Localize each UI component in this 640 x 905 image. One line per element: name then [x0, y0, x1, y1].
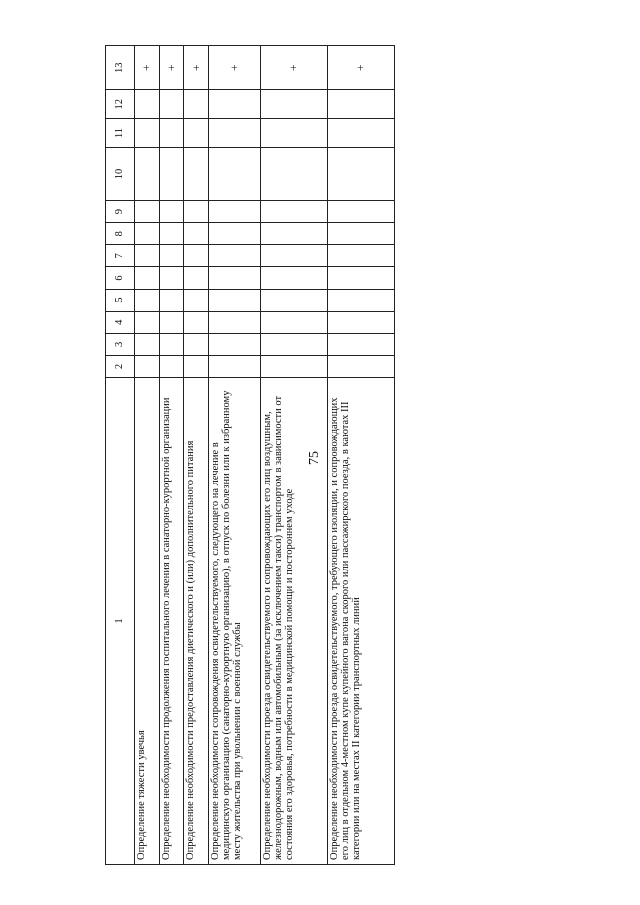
mark-cell: [159, 147, 184, 200]
header-cell: 11: [106, 119, 135, 148]
mark-cell: [209, 147, 261, 200]
mark-cell: [159, 90, 184, 119]
mark-cell: [135, 147, 160, 200]
header-cell: 5: [106, 289, 135, 311]
mark-cell: [135, 223, 160, 245]
header-cell: 1: [106, 378, 135, 865]
mark-cell: [327, 201, 394, 223]
page-number: 75: [307, 451, 322, 465]
mark-cell: [159, 223, 184, 245]
mark-cell: [184, 90, 209, 119]
mark-cell: [159, 311, 184, 333]
header-cell: 8: [106, 223, 135, 245]
mark-cell: [184, 311, 209, 333]
mark-cell: [209, 311, 261, 333]
table-row: [327, 46, 394, 865]
mark-cell: [327, 289, 394, 311]
header-cell: 6: [106, 267, 135, 289]
mark-cell: [159, 289, 184, 311]
mark-cell: [327, 223, 394, 245]
mark-cell: [327, 245, 394, 267]
mark-cell: [327, 90, 394, 119]
mark-cell: +: [327, 46, 394, 90]
mark-cell: [184, 119, 209, 148]
table-row: [135, 46, 160, 865]
header-cell: 10: [106, 147, 135, 200]
table-row: [184, 46, 209, 865]
mark-cell: [260, 289, 327, 311]
requirements-table: [105, 45, 395, 865]
header-cell: 2: [106, 355, 135, 377]
mark-cell: [209, 267, 261, 289]
mark-cell: [159, 267, 184, 289]
mark-cell: [184, 289, 209, 311]
mark-cell: [135, 289, 160, 311]
mark-cell: [260, 90, 327, 119]
mark-cell: [184, 147, 209, 200]
header-cell: 12: [106, 90, 135, 119]
mark-cell: [159, 119, 184, 148]
mark-cell: [184, 333, 209, 355]
row-description: Определение необходимости продолжения госпитального лечения в санаторно-курортной организации: [159, 378, 184, 865]
table-header-row: [106, 46, 135, 865]
mark-cell: [135, 355, 160, 377]
mark-cell: [260, 119, 327, 148]
mark-cell: [209, 90, 261, 119]
header-cell: 7: [106, 245, 135, 267]
mark-cell: [260, 333, 327, 355]
mark-cell: +: [260, 46, 327, 90]
mark-cell: +: [184, 46, 209, 90]
mark-cell: [260, 267, 327, 289]
mark-cell: [260, 147, 327, 200]
mark-cell: [135, 333, 160, 355]
row-description: Определение тяжести увечья: [135, 378, 160, 865]
mark-cell: [184, 267, 209, 289]
requirements-table-container: [105, 45, 395, 865]
header-cell: 3: [106, 333, 135, 355]
mark-cell: [209, 201, 261, 223]
table-row: [260, 46, 327, 865]
mark-cell: [184, 245, 209, 267]
mark-cell: +: [135, 46, 160, 90]
mark-cell: [135, 201, 160, 223]
row-description: Определение необходимости сопровождения освидетельствуемого, следующего на лечение в медицинскую организацию (санаторно-курортную организацию), в отпуск по болезни или к избранному месту жительства при увольнении с военной службы: [209, 378, 261, 865]
mark-cell: [327, 333, 394, 355]
mark-cell: [135, 119, 160, 148]
mark-cell: [135, 245, 160, 267]
mark-cell: [327, 355, 394, 377]
row-description: Определение необходимости проезда освидетельствуемого, требующего изоляции, и сопровождающих его лиц в отдельном 4-местном купе купейного вагона скорого или пассажирского поезда, в каютах III категории или на местах II категории транспортных линий: [327, 378, 394, 865]
mark-cell: [209, 289, 261, 311]
mark-cell: [260, 355, 327, 377]
mark-cell: [260, 201, 327, 223]
table-row: [159, 46, 184, 865]
mark-cell: [327, 311, 394, 333]
mark-cell: [209, 355, 261, 377]
mark-cell: [209, 333, 261, 355]
header-cell: 9: [106, 201, 135, 223]
mark-cell: [135, 267, 160, 289]
mark-cell: [159, 333, 184, 355]
mark-cell: +: [209, 46, 261, 90]
mark-cell: [260, 311, 327, 333]
mark-cell: [135, 90, 160, 119]
mark-cell: [327, 147, 394, 200]
mark-cell: [184, 355, 209, 377]
mark-cell: [209, 245, 261, 267]
mark-cell: [260, 223, 327, 245]
mark-cell: [327, 267, 394, 289]
mark-cell: [159, 245, 184, 267]
mark-cell: [135, 311, 160, 333]
mark-cell: [209, 223, 261, 245]
mark-cell: [327, 119, 394, 148]
mark-cell: [159, 201, 184, 223]
header-cell: 13: [106, 46, 135, 90]
row-description: Определение необходимости предоставления диетического и (или) дополнительного питания: [184, 378, 209, 865]
header-cell: 4: [106, 311, 135, 333]
mark-cell: [260, 245, 327, 267]
table-row: [209, 46, 261, 865]
row-description: Определение необходимости проезда освидетельствуемого и сопровождающих его лиц воздушным, железнодорожным, водным или автомобильным (за исключением такси) транспортом в зависимости от состояния его здоровья, потребности в медицинской помощи и постороннем уходе: [260, 378, 327, 865]
mark-cell: [184, 223, 209, 245]
mark-cell: [184, 201, 209, 223]
mark-cell: [209, 119, 261, 148]
mark-cell: +: [159, 46, 184, 90]
mark-cell: [159, 355, 184, 377]
